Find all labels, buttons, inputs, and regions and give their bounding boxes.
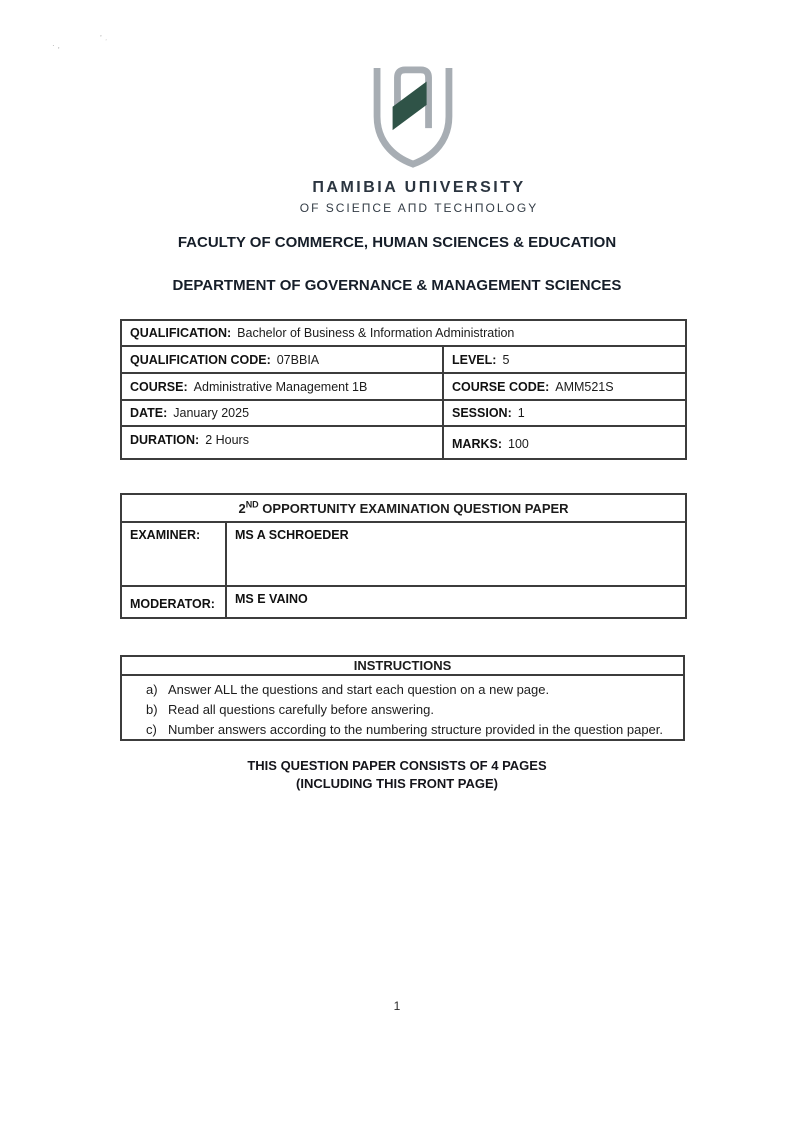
marks-value: 100 [508,437,529,451]
table-row [121,426,686,459]
duration-cell [121,426,443,459]
course-label: COURSE: [130,379,188,394]
duration-value: 2 Hours [205,433,249,447]
session-label: SESSION: [452,406,512,420]
exam-paper-table [120,493,687,619]
level-value: 5 [502,352,510,367]
moderator-label: MODERATOR: [121,586,226,618]
nust-logo [369,66,457,168]
course-code-label: COURSE CODE: [452,379,550,394]
exam-title-ordinal: ND [245,499,259,510]
table-row [121,586,686,618]
marks-cell [443,426,686,459]
table-row [121,400,686,426]
page-count-line1: THIS QUESTION PAPER CONSISTS OF 4 PAGES [247,758,547,773]
exam-title-text: OPPORTUNITY EXAMINATION QUESTION PAPER [258,500,569,516]
exam-title-number: 2 [238,500,246,516]
table-row [121,494,686,522]
date-value: January 2025 [173,406,250,420]
table-row [121,346,686,373]
faculty-heading: FACULTY OF COMMERCE, HUMAN SCIENCES & EDUCATION [177,234,617,251]
level-cell [443,346,686,373]
duration-label: DURATION: [130,433,200,447]
date-cell [121,400,443,426]
course-cell [121,373,443,400]
course-value: Administrative Management 1B [193,379,368,394]
course-code-cell [443,373,686,400]
pencil-scribble-right: ’˒ [100,34,111,43]
list-item [122,720,683,740]
instructions-box [120,655,685,741]
shield-outline [377,68,449,164]
instruction-marker: a) [146,682,158,697]
university-wordmark: ΠAMIBIA UΠIVERSITY [312,179,526,196]
instruction-marker: b) [146,702,158,717]
list-item [122,680,683,700]
qualification-label: QUALIFICATION: [130,326,232,340]
page-count-note [0,757,794,793]
course-details-table [120,319,687,460]
examiner-label: EXAMINER: [121,522,226,586]
instructions-title: INSTRUCTIONS [122,657,683,676]
course-code-value: AMM521S [555,379,614,394]
qualification-code-value: 07BBIA [276,352,320,367]
instruction-text: Answer ALL the questions and start each question on a new page. [168,682,550,697]
qualification-code-cell [121,346,443,373]
examiner-value: MS A SCHROEDER [226,522,686,586]
instruction-text: Number answers according to the numbering structure provided in the question paper. [168,722,664,737]
table-row [121,522,686,586]
instruction-text: Read all questions carefully before answering. [168,702,434,717]
level-label: LEVEL: [452,352,497,367]
instruction-marker: c) [146,722,157,737]
nust-shield-icon [369,66,457,168]
qualification-code-label: QUALIFICATION CODE: [130,352,271,367]
department-heading: DEPARTMENT OF GOVERNANCE & MANAGEMENT SCIENCES [172,277,622,294]
session-cell [443,400,686,426]
exam-title-cell [121,494,686,522]
date-label: DATE: [130,406,168,420]
table-row [121,320,686,346]
moderator-value: MS E VAINO [226,586,686,618]
instructions-list [122,676,683,740]
session-value: 1 [517,406,525,420]
qualification-cell [121,320,686,346]
university-wordmark-subline: OF SCIEΠCE AΠD TECHΠOLOGY [299,201,539,215]
table-row [121,373,686,400]
pencil-scribble-left: ·, [52,41,63,50]
page-count-line2: (INCLUDING THIS FRONT PAGE) [296,776,498,791]
marks-label: MARKS: [452,437,502,451]
qualification-value: Bachelor of Business & Information Administration [237,326,515,340]
page-number: 1 [393,999,401,1013]
list-item [122,700,683,720]
